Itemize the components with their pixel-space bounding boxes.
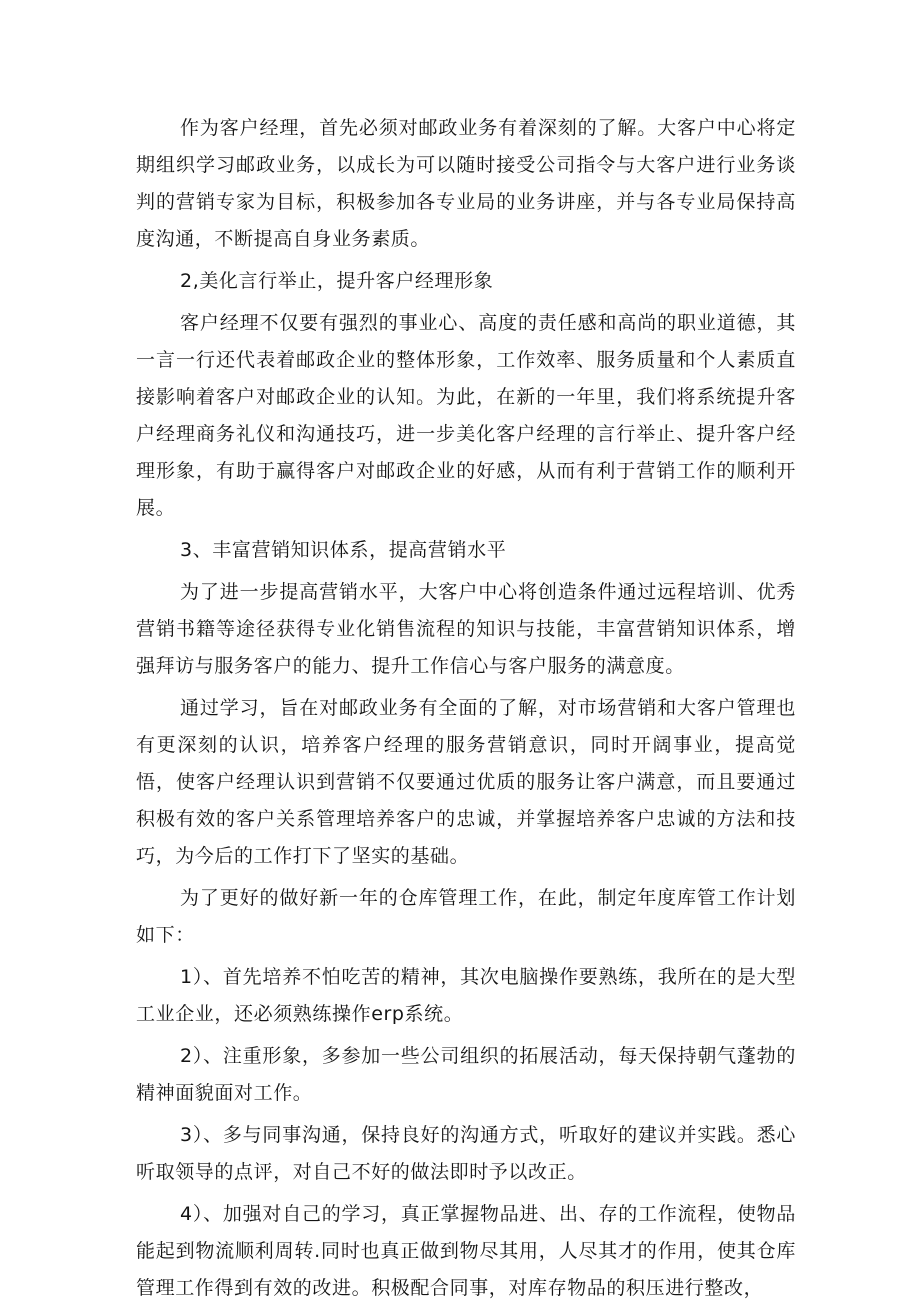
paragraph-warehouse-intro: 为了更好的做好新一年的仓库管理工作，在此，制定年度库管工作计划如下： bbox=[136, 887, 796, 946]
list-item-1: 1）、首先培养不怕吃苦的精神，其次电脑操作要熟练，我所在的是大型工业企业，还必须熟练操作erp系统。 bbox=[136, 966, 796, 1025]
list-item-2: 2）、注重形象，多参加一些公司组织的拓展活动，每天保持朝气蓬勃的精神面貌面对工作。 bbox=[136, 1045, 796, 1104]
document-body bbox=[136, 110, 796, 1312]
heading-3: 3、丰富营销知识体系，提高营销水平 bbox=[180, 539, 507, 561]
list-item-4: 4）、加强对自己的学习，真正掌握物品进、出、存的工作流程，使物品能起到物流顺利周转.同时也真正做到物尽其用，人尽其才的作用，使其仓库管理工作得到有效的改进。积极配合同事，对库存物品的积压进行整改， bbox=[136, 1203, 796, 1299]
paragraph-marketing: 为了进一步提高营销水平，大客户中心将创造条件通过远程培训、优秀营销书籍等途径获得专业化销售流程的知识与技能，丰富营销知识体系，增强拜访与服务客户的能力、提升工作信心与客户服务的满意度。 bbox=[136, 581, 796, 677]
paragraph-intro: 作为客户经理，首先必须对邮政业务有着深刻的了解。大客户中心将定期组织学习邮政业务，以成长为可以随时接受公司指令与大客户进行业务谈判的营销专家为目标，积极参加各专业局的业务讲座，并与各专业局保持高度沟通，不断提高自身业务素质。 bbox=[136, 117, 796, 250]
heading-2: 2,美化言行举止，提升客户经理形象 bbox=[180, 270, 494, 292]
paragraph-image: 客户经理不仅要有强烈的事业心、高度的责任感和高尚的职业道德，其一言一行还代表着邮政企业的整体形象，工作效率、服务质量和个人素质直接影响着客户对邮政企业的认知。为此，在新的一年里，我们将系统提升客户经理商务礼仪和沟通技巧，进一步美化客户经理的言行举止、提升客户经理形象，有助于赢得客户对邮政企业的好感，从而有利于营销工作的顺利开展。 bbox=[136, 312, 796, 519]
paragraph-study: 通过学习，旨在对邮政业务有全面的了解，对市场营销和大客户管理也有更深刻的认识，培养客户经理的服务营销意识，同时开阔事业，提高觉悟，使客户经理认识到营销不仅要通过优质的服务让客户满意，而且要通过积极有效的客户关系管理培养客户的忠诚，并掌握培养客户忠诚的方法和技巧，为今后的工作打下了坚实的基础。 bbox=[136, 697, 796, 867]
list-item-3: 3）、多与同事沟通，保持良好的沟通方式，听取好的建议并实践。悉心听取领导的点评，对自己不好的做法即时予以改正。 bbox=[136, 1124, 796, 1183]
